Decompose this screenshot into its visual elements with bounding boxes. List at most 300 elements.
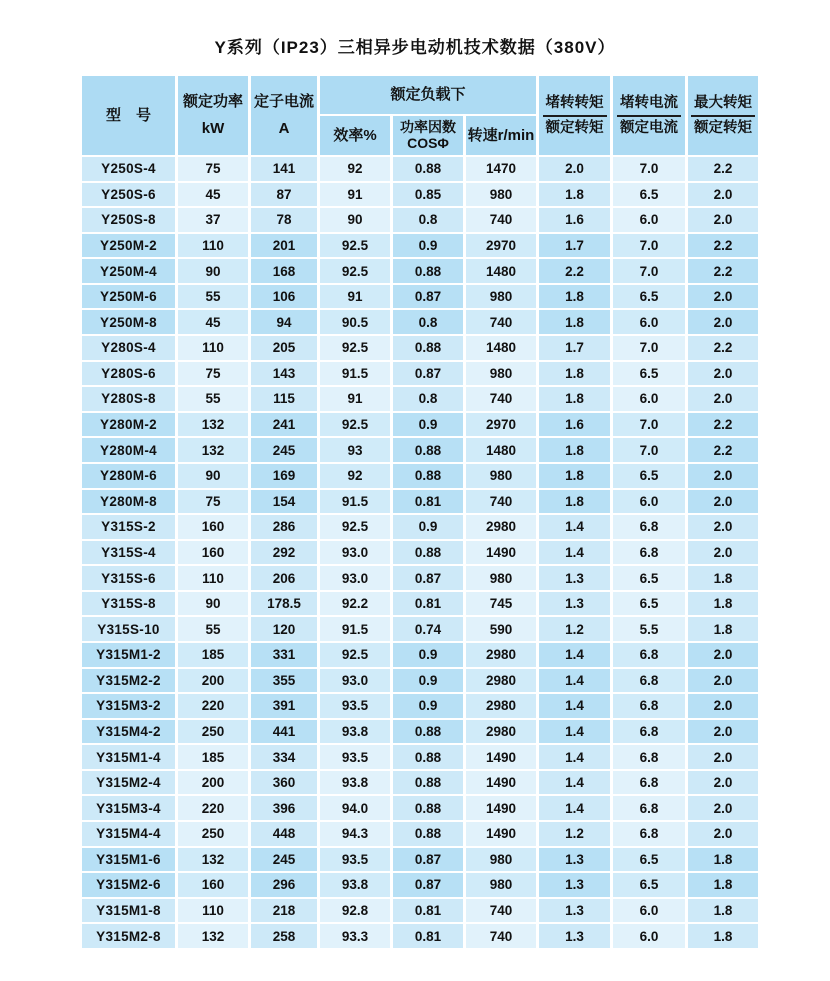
cell-locked-current-ratio: 6.0 [613,310,685,334]
cell-model: Y315M4-2 [82,720,175,744]
cell-rated-power-kw: 75 [178,362,248,386]
cell-power-factor: 0.8 [393,310,463,334]
cell-speed-rpm: 740 [466,208,536,232]
header-power-factor [393,116,463,155]
cell-rated-power-kw: 132 [178,848,248,872]
cell-stator-current-a: 154 [251,490,317,514]
cell-speed-rpm: 2980 [466,515,536,539]
cell-efficiency: 92 [320,464,390,488]
cell-speed-rpm: 2970 [466,413,536,437]
cell-efficiency: 93.8 [320,771,390,795]
cell-max-torque-ratio: 2.2 [688,336,758,360]
cell-rated-power-kw: 160 [178,873,248,897]
cell-locked-current-ratio: 7.0 [613,157,685,181]
cell-locked-current-ratio: 6.8 [613,771,685,795]
cell-locked-current-ratio: 6.8 [613,643,685,667]
cell-rated-power-kw: 185 [178,643,248,667]
cell-speed-rpm: 1480 [466,438,536,462]
cell-locked-torque-ratio: 1.4 [539,796,610,820]
cell-model: Y315S-4 [82,541,175,565]
cell-rated-power-kw: 132 [178,438,248,462]
cell-speed-rpm: 740 [466,490,536,514]
cell-speed-rpm: 1490 [466,796,536,820]
cell-max-torque-ratio: 2.0 [688,771,758,795]
header-max-torque-ratio [688,76,758,155]
cell-locked-torque-ratio: 1.8 [539,490,610,514]
cell-rated-power-kw: 45 [178,183,248,207]
header-power-factor-unit: COSΦ [407,134,449,151]
cell-stator-current-a: 391 [251,694,317,718]
cell-rated-power-kw: 110 [178,566,248,590]
header-rated-load-group: 额定负载下 [320,76,536,114]
cell-model: Y280M-8 [82,490,175,514]
cell-rated-power-kw: 55 [178,387,248,411]
cell-locked-torque-ratio: 1.3 [539,592,610,616]
cell-power-factor: 0.88 [393,720,463,744]
cell-locked-torque-ratio: 1.8 [539,438,610,462]
cell-locked-current-ratio: 6.5 [613,464,685,488]
cell-max-torque-ratio: 2.0 [688,541,758,565]
cell-power-factor: 0.8 [393,387,463,411]
cell-locked-torque-ratio: 1.4 [539,720,610,744]
cell-max-torque-ratio: 2.0 [688,490,758,514]
cell-locked-torque-ratio: 1.4 [539,515,610,539]
cell-model: Y315M1-4 [82,745,175,769]
cell-locked-torque-ratio: 1.3 [539,848,610,872]
cell-efficiency: 91.5 [320,490,390,514]
cell-stator-current-a: 206 [251,566,317,590]
cell-power-factor: 0.88 [393,796,463,820]
header-rated-power [178,76,248,155]
cell-stator-current-a: 143 [251,362,317,386]
cell-stator-current-a: 292 [251,541,317,565]
cell-locked-current-ratio: 6.0 [613,208,685,232]
cell-rated-power-kw: 132 [178,924,248,948]
header-stator-current-unit: A [278,120,290,137]
cell-locked-current-ratio: 6.8 [613,694,685,718]
cell-max-torque-ratio: 2.2 [688,413,758,437]
cell-model: Y315M3-4 [82,796,175,820]
cell-rated-power-kw: 132 [178,413,248,437]
cell-locked-torque-ratio: 1.3 [539,924,610,948]
cell-rated-power-kw: 185 [178,745,248,769]
cell-efficiency: 94.3 [320,822,390,846]
cell-rated-power-kw: 110 [178,336,248,360]
cell-speed-rpm: 740 [466,387,536,411]
cell-locked-torque-ratio: 1.2 [539,617,610,641]
cell-max-torque-ratio: 1.8 [688,873,758,897]
cell-locked-torque-ratio: 1.8 [539,285,610,309]
cell-max-torque-ratio: 1.8 [688,848,758,872]
header-rated-power-label: 额定功率 [182,93,243,110]
cell-power-factor: 0.88 [393,541,463,565]
cell-model: Y315M1-2 [82,643,175,667]
cell-stator-current-a: 296 [251,873,317,897]
cell-max-torque-ratio: 1.8 [688,924,758,948]
cell-efficiency: 92.8 [320,899,390,923]
cell-locked-current-ratio: 7.0 [613,413,685,437]
cell-power-factor: 0.88 [393,438,463,462]
cell-max-torque-ratio: 2.0 [688,515,758,539]
cell-efficiency: 92.5 [320,336,390,360]
cell-model: Y315S-10 [82,617,175,641]
cell-locked-current-ratio: 6.8 [613,745,685,769]
header-locked-rotor-torque: 堵转转矩 [543,94,607,117]
cell-locked-current-ratio: 6.5 [613,183,685,207]
cell-model: Y280S-4 [82,336,175,360]
cell-rated-power-kw: 90 [178,259,248,283]
cell-speed-rpm: 980 [466,566,536,590]
cell-max-torque-ratio: 2.2 [688,157,758,181]
cell-stator-current-a: 78 [251,208,317,232]
cell-locked-torque-ratio: 1.8 [539,310,610,334]
cell-efficiency: 92.2 [320,592,390,616]
cell-power-factor: 0.88 [393,771,463,795]
cell-rated-power-kw: 75 [178,490,248,514]
cell-model: Y315S-6 [82,566,175,590]
cell-model: Y315M3-2 [82,694,175,718]
cell-efficiency: 91 [320,285,390,309]
cell-stator-current-a: 396 [251,796,317,820]
cell-locked-current-ratio: 6.5 [613,362,685,386]
cell-speed-rpm: 980 [466,362,536,386]
cell-efficiency: 94.0 [320,796,390,820]
cell-stator-current-a: 106 [251,285,317,309]
cell-power-factor: 0.9 [393,643,463,667]
cell-model: Y280M-4 [82,438,175,462]
cell-efficiency: 93.0 [320,541,390,565]
cell-locked-torque-ratio: 1.4 [539,643,610,667]
header-efficiency: 效率% [320,116,390,155]
cell-speed-rpm: 1470 [466,157,536,181]
cell-speed-rpm: 740 [466,924,536,948]
cell-max-torque-ratio: 1.8 [688,592,758,616]
cell-stator-current-a: 94 [251,310,317,334]
cell-rated-power-kw: 220 [178,796,248,820]
cell-rated-power-kw: 160 [178,515,248,539]
cell-efficiency: 93.5 [320,745,390,769]
cell-efficiency: 90.5 [320,310,390,334]
cell-stator-current-a: 141 [251,157,317,181]
cell-speed-rpm: 1490 [466,745,536,769]
cell-power-factor: 0.87 [393,848,463,872]
cell-speed-rpm: 2970 [466,234,536,258]
header-rated-power-unit: kW [201,120,225,137]
cell-model: Y315M1-6 [82,848,175,872]
cell-stator-current-a: 286 [251,515,317,539]
cell-speed-rpm: 2980 [466,643,536,667]
cell-speed-rpm: 2980 [466,669,536,693]
cell-locked-torque-ratio: 1.8 [539,387,610,411]
cell-efficiency: 91 [320,387,390,411]
cell-efficiency: 93.0 [320,566,390,590]
cell-rated-power-kw: 110 [178,234,248,258]
cell-speed-rpm: 2980 [466,694,536,718]
cell-efficiency: 93.5 [320,694,390,718]
cell-locked-current-ratio: 6.5 [613,873,685,897]
cell-stator-current-a: 258 [251,924,317,948]
cell-max-torque-ratio: 2.0 [688,285,758,309]
cell-stator-current-a: 245 [251,848,317,872]
cell-model: Y250S-4 [82,157,175,181]
cell-locked-current-ratio: 6.5 [613,848,685,872]
cell-power-factor: 0.9 [393,694,463,718]
header-rated-torque: 额定转矩 [545,120,604,136]
cell-locked-torque-ratio: 1.6 [539,413,610,437]
cell-max-torque-ratio: 2.0 [688,822,758,846]
cell-speed-rpm: 1490 [466,822,536,846]
cell-stator-current-a: 360 [251,771,317,795]
cell-efficiency: 90 [320,208,390,232]
cell-efficiency: 93.3 [320,924,390,948]
cell-model: Y250M-2 [82,234,175,258]
cell-max-torque-ratio: 1.8 [688,566,758,590]
cell-efficiency: 92.5 [320,643,390,667]
cell-stator-current-a: 87 [251,183,317,207]
cell-efficiency: 91.5 [320,617,390,641]
cell-model: Y315M1-8 [82,899,175,923]
cell-locked-torque-ratio: 1.8 [539,464,610,488]
cell-model: Y250S-8 [82,208,175,232]
cell-locked-torque-ratio: 2.2 [539,259,610,283]
cell-power-factor: 0.88 [393,157,463,181]
cell-rated-power-kw: 250 [178,720,248,744]
cell-speed-rpm: 740 [466,899,536,923]
cell-max-torque-ratio: 2.0 [688,183,758,207]
cell-model: Y280M-2 [82,413,175,437]
cell-rated-power-kw: 90 [178,592,248,616]
cell-max-torque-ratio: 2.0 [688,208,758,232]
cell-max-torque-ratio: 2.0 [688,464,758,488]
cell-efficiency: 92.5 [320,259,390,283]
cell-speed-rpm: 1490 [466,541,536,565]
cell-locked-current-ratio: 5.5 [613,617,685,641]
cell-stator-current-a: 169 [251,464,317,488]
cell-locked-torque-ratio: 1.4 [539,669,610,693]
cell-locked-torque-ratio: 1.7 [539,234,610,258]
cell-model: Y315M2-2 [82,669,175,693]
header-rated-current: 额定电流 [620,120,678,136]
cell-max-torque-ratio: 2.0 [688,796,758,820]
header-model: 型 号 [82,76,175,155]
cell-efficiency: 93.5 [320,848,390,872]
cell-speed-rpm: 1480 [466,336,536,360]
cell-rated-power-kw: 55 [178,617,248,641]
cell-model: Y250M-8 [82,310,175,334]
cell-speed-rpm: 980 [466,285,536,309]
cell-stator-current-a: 448 [251,822,317,846]
cell-rated-power-kw: 90 [178,464,248,488]
cell-efficiency: 91.5 [320,362,390,386]
cell-max-torque-ratio: 2.0 [688,643,758,667]
cell-stator-current-a: 441 [251,720,317,744]
cell-power-factor: 0.87 [393,285,463,309]
header-locked-rotor-current-ratio [613,76,685,155]
cell-max-torque-ratio: 2.0 [688,387,758,411]
cell-max-torque-ratio: 2.0 [688,669,758,693]
cell-rated-power-kw: 200 [178,669,248,693]
cell-stator-current-a: 178.5 [251,592,317,616]
cell-speed-rpm: 2980 [466,720,536,744]
cell-locked-current-ratio: 6.8 [613,822,685,846]
cell-locked-torque-ratio: 1.4 [539,541,610,565]
cell-model: Y315S-2 [82,515,175,539]
cell-power-factor: 0.81 [393,924,463,948]
cell-model: Y315M2-6 [82,873,175,897]
cell-locked-torque-ratio: 1.4 [539,771,610,795]
cell-efficiency: 93.0 [320,669,390,693]
cell-power-factor: 0.8 [393,208,463,232]
cell-model: Y315M4-4 [82,822,175,846]
cell-max-torque-ratio: 2.0 [688,720,758,744]
cell-rated-power-kw: 110 [178,899,248,923]
header-stator-current-label: 定子电流 [253,93,314,110]
cell-max-torque-ratio: 1.8 [688,617,758,641]
cell-locked-torque-ratio: 1.6 [539,208,610,232]
cell-model: Y280S-8 [82,387,175,411]
cell-locked-torque-ratio: 1.3 [539,899,610,923]
cell-model: Y250M-4 [82,259,175,283]
cell-locked-current-ratio: 7.0 [613,259,685,283]
cell-stator-current-a: 115 [251,387,317,411]
cell-efficiency: 93.8 [320,873,390,897]
cell-efficiency: 92.5 [320,413,390,437]
cell-speed-rpm: 1480 [466,259,536,283]
cell-rated-power-kw: 220 [178,694,248,718]
cell-locked-current-ratio: 6.0 [613,899,685,923]
cell-model: Y315S-8 [82,592,175,616]
cell-rated-power-kw: 160 [178,541,248,565]
cell-locked-current-ratio: 7.0 [613,234,685,258]
cell-speed-rpm: 740 [466,310,536,334]
header-locked-rotor-torque-ratio [539,76,610,155]
cell-power-factor: 0.81 [393,899,463,923]
cell-locked-torque-ratio: 1.4 [539,694,610,718]
cell-power-factor: 0.81 [393,490,463,514]
cell-locked-current-ratio: 6.8 [613,541,685,565]
cell-locked-current-ratio: 7.0 [613,336,685,360]
header-max-torque: 最大转矩 [691,94,755,117]
cell-efficiency: 92 [320,157,390,181]
cell-locked-torque-ratio: 1.3 [539,873,610,897]
cell-power-factor: 0.88 [393,822,463,846]
cell-model: Y250M-6 [82,285,175,309]
cell-model: Y280S-6 [82,362,175,386]
cell-power-factor: 0.81 [393,592,463,616]
motor-data-table [82,76,758,948]
cell-locked-torque-ratio: 1.4 [539,745,610,769]
cell-locked-current-ratio: 6.5 [613,285,685,309]
cell-locked-torque-ratio: 1.3 [539,566,610,590]
cell-efficiency: 93 [320,438,390,462]
cell-efficiency: 91 [320,183,390,207]
cell-power-factor: 0.9 [393,669,463,693]
cell-stator-current-a: 241 [251,413,317,437]
cell-power-factor: 0.87 [393,873,463,897]
cell-stator-current-a: 334 [251,745,317,769]
header-locked-rotor-current: 堵转电流 [617,94,681,117]
cell-locked-current-ratio: 6.0 [613,924,685,948]
cell-stator-current-a: 245 [251,438,317,462]
cell-rated-power-kw: 55 [178,285,248,309]
cell-locked-current-ratio: 6.0 [613,387,685,411]
cell-speed-rpm: 980 [466,873,536,897]
cell-efficiency: 93.8 [320,720,390,744]
cell-power-factor: 0.88 [393,336,463,360]
cell-power-factor: 0.9 [393,234,463,258]
header-stator-current [251,76,317,155]
cell-model: Y250S-6 [82,183,175,207]
cell-locked-current-ratio: 7.0 [613,438,685,462]
cell-stator-current-a: 218 [251,899,317,923]
cell-power-factor: 0.9 [393,515,463,539]
cell-model: Y315M2-4 [82,771,175,795]
cell-stator-current-a: 355 [251,669,317,693]
cell-model: Y280M-6 [82,464,175,488]
cell-speed-rpm: 1490 [466,771,536,795]
cell-max-torque-ratio: 2.0 [688,694,758,718]
cell-locked-torque-ratio: 1.8 [539,362,610,386]
cell-speed-rpm: 980 [466,848,536,872]
cell-stator-current-a: 168 [251,259,317,283]
cell-efficiency: 92.5 [320,234,390,258]
cell-efficiency: 92.5 [320,515,390,539]
cell-locked-torque-ratio: 2.0 [539,157,610,181]
cell-power-factor: 0.85 [393,183,463,207]
cell-model: Y315M2-8 [82,924,175,948]
cell-locked-current-ratio: 6.8 [613,515,685,539]
cell-locked-current-ratio: 6.0 [613,490,685,514]
cell-locked-current-ratio: 6.5 [613,592,685,616]
cell-max-torque-ratio: 2.2 [688,259,758,283]
cell-rated-power-kw: 37 [178,208,248,232]
cell-stator-current-a: 205 [251,336,317,360]
cell-power-factor: 0.87 [393,362,463,386]
header-speed: 转速r/min [466,116,536,155]
page-title: Y系列（IP23）三相异步电动机技术数据（380V） [214,38,616,57]
cell-stator-current-a: 120 [251,617,317,641]
cell-locked-current-ratio: 6.8 [613,669,685,693]
cell-stator-current-a: 201 [251,234,317,258]
cell-rated-power-kw: 250 [178,822,248,846]
header-power-factor-label: 功率因数 [400,118,456,135]
cell-max-torque-ratio: 1.8 [688,899,758,923]
cell-stator-current-a: 331 [251,643,317,667]
cell-rated-power-kw: 45 [178,310,248,334]
cell-power-factor: 0.74 [393,617,463,641]
cell-max-torque-ratio: 2.2 [688,234,758,258]
cell-locked-current-ratio: 6.8 [613,720,685,744]
cell-max-torque-ratio: 2.0 [688,362,758,386]
cell-speed-rpm: 590 [466,617,536,641]
cell-max-torque-ratio: 2.0 [688,310,758,334]
cell-max-torque-ratio: 2.2 [688,438,758,462]
cell-speed-rpm: 745 [466,592,536,616]
cell-locked-torque-ratio: 1.2 [539,822,610,846]
cell-power-factor: 0.87 [393,566,463,590]
cell-locked-torque-ratio: 1.7 [539,336,610,360]
cell-locked-current-ratio: 6.5 [613,566,685,590]
cell-rated-power-kw: 200 [178,771,248,795]
cell-locked-current-ratio: 6.8 [613,796,685,820]
cell-locked-torque-ratio: 1.8 [539,183,610,207]
cell-power-factor: 0.88 [393,464,463,488]
cell-power-factor: 0.88 [393,259,463,283]
cell-power-factor: 0.9 [393,413,463,437]
cell-speed-rpm: 980 [466,464,536,488]
cell-speed-rpm: 980 [466,183,536,207]
cell-max-torque-ratio: 2.0 [688,745,758,769]
